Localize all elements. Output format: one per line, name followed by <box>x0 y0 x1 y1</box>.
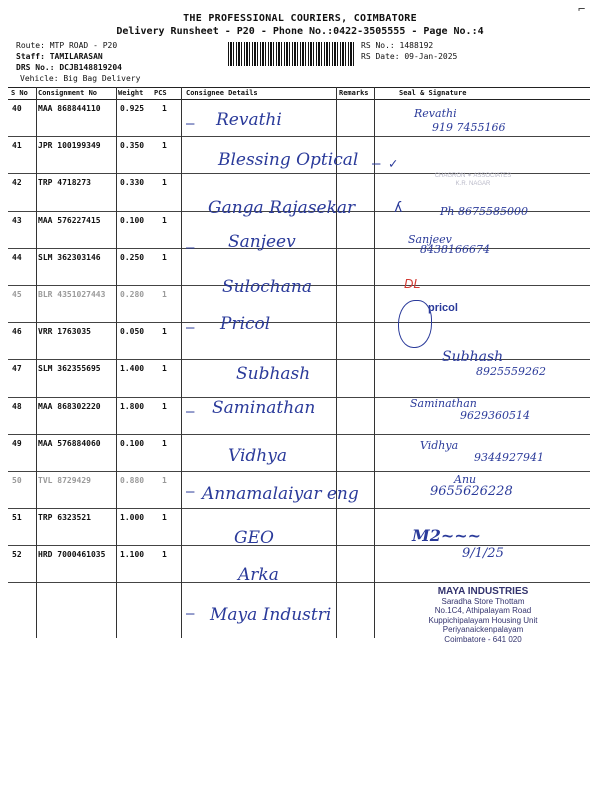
pcs-cell: 1 <box>162 141 167 151</box>
weight-cell: 0.925 <box>120 104 145 113</box>
sno-cell: 52 <box>12 550 22 560</box>
handwritten-name: Sanjeev <box>228 232 296 252</box>
consignment-cell: TRP 6323521 <box>38 513 91 523</box>
consignment-cell: MAA 576227415 <box>38 215 101 225</box>
signature: Revathi <box>414 107 457 120</box>
weight-cell: 1.000 <box>120 513 145 523</box>
tick-mark: ʎ <box>394 200 403 216</box>
col-sno: S No <box>11 89 28 97</box>
pcs-cell: 1 <box>162 364 167 374</box>
sno-cell: 41 <box>12 141 22 151</box>
pcs-cell: 1 <box>162 178 167 188</box>
sno-cell: 46 <box>12 327 22 337</box>
handwritten-name: Annamalaiyar eng <box>202 484 359 504</box>
signature-loop <box>398 300 432 348</box>
signature: Anu <box>454 473 477 486</box>
stamp-line: Kuppichipalayam Housing Unit <box>428 615 538 625</box>
weight-cell: 0.100 <box>120 215 145 225</box>
handwritten-name: Blessing Optical <box>218 150 359 170</box>
stamp-title: MAYA INDUSTRIES <box>437 586 529 597</box>
column-divider <box>181 87 182 638</box>
staff-label: Staff: TAMILARASAN <box>16 52 103 61</box>
weight-cell: 1.800 <box>120 401 145 411</box>
signature: 9/1/25 <box>462 546 504 561</box>
signature-phone: 9655626228 <box>430 484 513 499</box>
pcs-cell: 1 <box>162 289 167 299</box>
signature-phone: Ph 8675585000 <box>440 205 528 218</box>
sno-cell: 43 <box>12 215 22 225</box>
pcs-cell: 1 <box>162 438 167 448</box>
col-weight: Weight <box>118 89 144 97</box>
rs-date: RS Date: 09-Jan-2025 <box>361 52 458 61</box>
company-title: THE PROFESSIONAL COURIERS, COIMBATORE <box>183 13 417 24</box>
col-seal: Seal & Signature <box>399 89 467 97</box>
handwritten-name: Sulochana <box>222 277 312 297</box>
consignment-cell: SLM 362303146 <box>38 252 101 262</box>
barcode <box>228 42 354 66</box>
sno-cell: 42 <box>12 178 22 188</box>
signature-phone: 9344927941 <box>474 451 544 464</box>
stamp-line: Periyanaickenpalayam <box>442 625 524 635</box>
sno-cell: 44 <box>12 252 22 262</box>
handwritten-name: Ganga Rajasekar <box>208 198 356 218</box>
consignment-cell: VRR 1763035 <box>38 327 91 337</box>
weight-cell: 0.280 <box>120 289 145 299</box>
tick-mark: – <box>186 484 195 500</box>
sno-cell: 48 <box>12 401 22 411</box>
handwritten-name: Maya Industri <box>210 605 332 625</box>
handwritten-name: GEO <box>234 528 274 548</box>
stamp-line: No.1C4, Athipalayam Road <box>434 606 532 616</box>
pcs-cell: 1 <box>162 550 167 560</box>
weight-cell: 0.250 <box>120 252 145 262</box>
column-divider <box>36 87 37 638</box>
consignment-cell: MAA 868844110 <box>38 104 101 113</box>
weight-cell: 0.050 <box>120 327 145 337</box>
weight-cell: 0.100 <box>120 438 145 448</box>
signature: Saminathan <box>410 397 477 410</box>
handwritten-name: Pricol <box>220 314 271 334</box>
pcs-cell: 1 <box>162 513 167 523</box>
sno-cell: 49 <box>12 438 22 448</box>
signature: Vidhya <box>420 439 459 452</box>
sno-cell: 47 <box>12 364 22 374</box>
signature: Sanjeev <box>408 233 452 246</box>
consignment-cell: BLR 4351027443 <box>38 289 106 299</box>
pcs-cell: 1 <box>162 104 167 113</box>
stamp-line: Saradha Store Thottam <box>441 596 525 606</box>
consignment-cell: TRP 4718273 <box>38 178 91 188</box>
company-seal: pricol <box>428 302 458 314</box>
drs-number: DRS No.: DCJB148819204 <box>16 63 122 72</box>
handwritten-name: Vidhya <box>228 446 287 466</box>
tick-mark: – <box>186 320 195 336</box>
handwritten-name: Revathi <box>216 110 282 130</box>
pcs-cell: 1 <box>162 327 167 337</box>
vehicle-label: Vehicle: Big Bag Delivery <box>20 74 141 83</box>
signature-phone: 8438166674 <box>420 243 490 256</box>
sno-cell: 45 <box>12 289 22 299</box>
tick-mark: – <box>186 240 195 256</box>
consignment-cell: TVL 8729429 <box>38 475 91 485</box>
sno-cell: 40 <box>12 104 22 113</box>
consignment-cell: MAA 868302220 <box>38 401 101 411</box>
route-label: Route: MTP ROAD - P20 <box>16 41 118 50</box>
pcs-cell: 1 <box>162 215 167 225</box>
signature: DL <box>404 276 421 291</box>
sno-cell: 51 <box>12 513 22 523</box>
col-pcs: PCS <box>154 89 167 97</box>
consignment-cell: JPR 100199349 <box>38 141 101 151</box>
col-remarks: Remarks <box>339 89 369 97</box>
pcs-cell: 1 <box>162 401 167 411</box>
pcs-cell: 1 <box>162 475 167 485</box>
signature-phone: 9629360514 <box>460 409 530 422</box>
tick-mark: – <box>186 606 195 622</box>
pcs-cell: 1 <box>162 252 167 262</box>
tick-mark: – <box>186 404 195 420</box>
weight-cell: 0.330 <box>120 178 145 188</box>
handwritten-name: Subhash <box>236 364 311 384</box>
signature-phone: 8925559262 <box>476 365 546 378</box>
weight-cell: 0.350 <box>120 141 145 151</box>
runsheet-subtitle: Delivery Runsheet - P20 - Phone No.:0422-3505555 - Page No.:4 <box>116 26 484 37</box>
consignment-cell: SLM 362355695 <box>38 364 101 374</box>
signature-scribble: M2~~~ <box>412 526 482 545</box>
tick-mark: – ✓ <box>372 156 398 172</box>
table-header <box>8 87 590 100</box>
handwritten-name: Saminathan <box>212 398 316 418</box>
signature-phone: 919 7455166 <box>432 121 506 134</box>
weight-cell: 1.100 <box>120 550 145 560</box>
handwritten-name: Arka <box>238 565 279 585</box>
tick-mark: – <box>186 116 195 132</box>
sno-cell: 50 <box>12 475 22 485</box>
weight-cell: 1.400 <box>120 364 145 374</box>
company-stamp <box>393 587 573 645</box>
rs-number: RS No.: 1488192 <box>361 41 434 50</box>
stamp-line: Coimbatore - 641 020 <box>444 634 522 644</box>
consignment-cell: MAA 576884060 <box>38 438 101 448</box>
col-consignment: Consignment No <box>38 89 98 97</box>
column-divider <box>116 87 117 638</box>
weight-cell: 0.880 <box>120 475 145 485</box>
signature: Subhash <box>442 349 504 365</box>
consignment-cell: HRD 7000461035 <box>38 550 106 560</box>
corner-mark: ⌐ <box>578 2 586 16</box>
table-row <box>8 509 590 546</box>
faded-stamp: CHAGRON ✶ ASSOCIATES K.R. NAGAR <box>434 173 512 187</box>
col-details: Consignee Details <box>186 89 258 97</box>
